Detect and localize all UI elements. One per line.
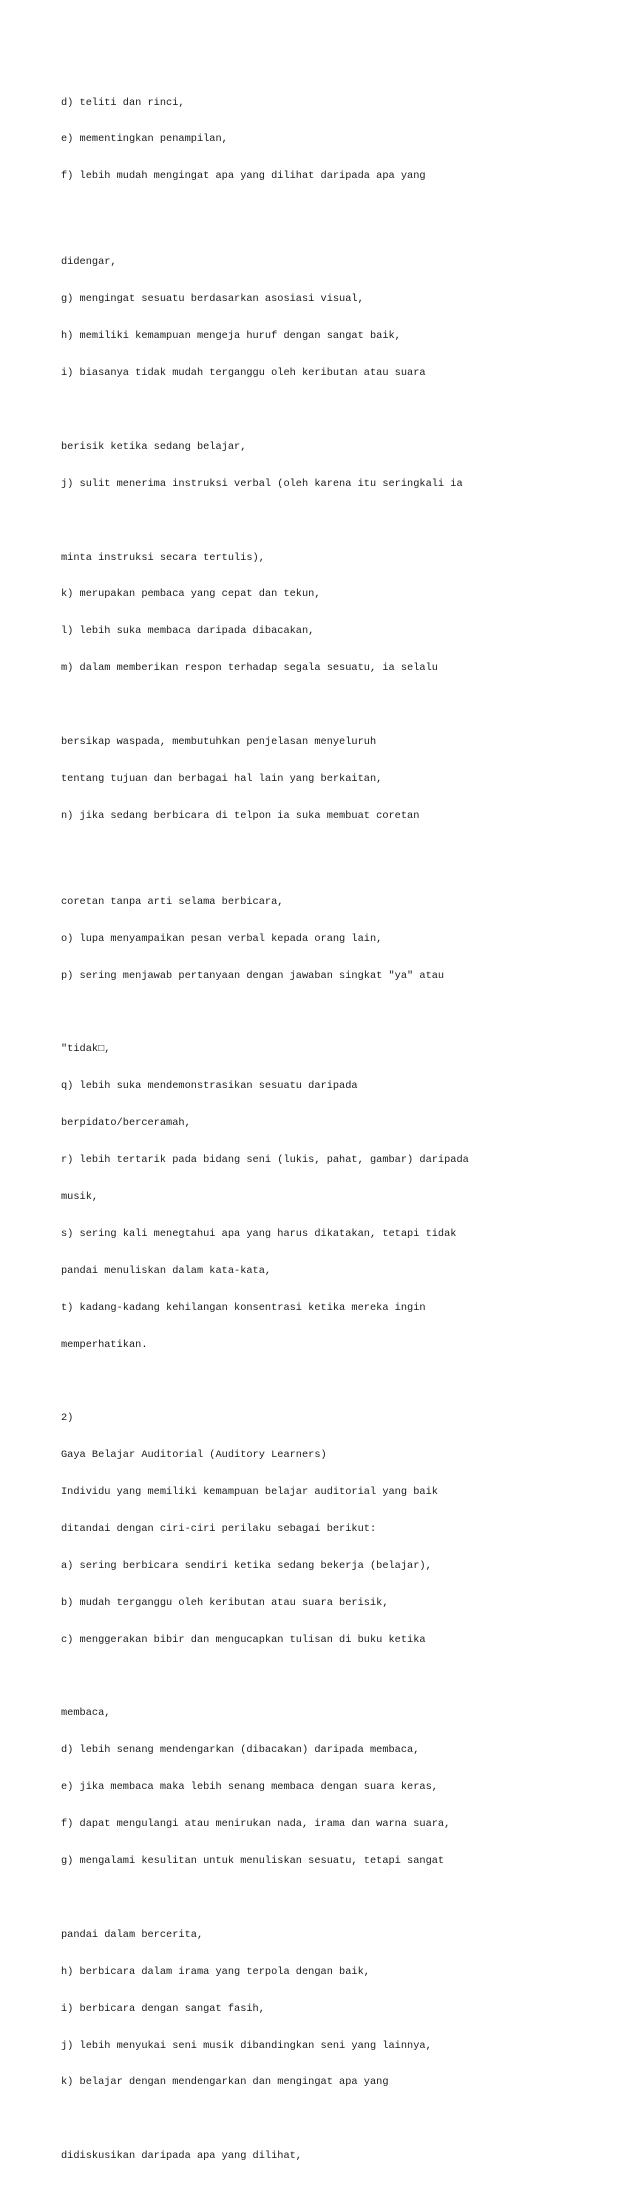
text-line: t) kadang-kadang kehilangan konsentrasi ketika mereka ingin — [61, 1301, 426, 1314]
text-line: k) merupakan pembaca yang cepat dan tekun, — [61, 588, 321, 601]
text-line: e) jika membaca maka lebih senang membaca dengan suara keras, — [61, 1781, 438, 1794]
text-line: d) teliti dan rinci, — [61, 96, 185, 109]
text-line: "tidak□, — [61, 1043, 111, 1056]
text-line: 2) — [61, 1412, 74, 1425]
text-line: f) lebih mudah mengingat apa yang dilihat daripada apa yang — [61, 170, 426, 183]
text-line: c) menggerakan bibir dan mengucapkan tulisan di buku ketika — [61, 1633, 426, 1646]
text-line: musik, — [61, 1191, 99, 1204]
spacer — [61, 1671, 621, 1683]
text-line: d) lebih senang mendengarkan (dibacakan) daripada membaca, — [61, 1744, 420, 1757]
spacer — [61, 2113, 621, 2125]
text-line: membaca, — [61, 1707, 111, 1720]
text-line: q) lebih suka mendemonstrasikan sesuatu daripada — [61, 1080, 358, 1093]
spacer — [61, 207, 621, 232]
text-line: l) lebih suka membaca daripada dibacakan, — [61, 625, 315, 638]
text-line: i) berbicara dengan sangat fasih, — [61, 2002, 265, 2015]
text-line: pandai dalam bercerita, — [61, 1928, 204, 1941]
text-line: didiskusikan daripada apa yang dilihat, — [61, 2150, 302, 2163]
text-line: a) sering berbicara sendiri ketika sedang bekerja (belajar), — [61, 1559, 432, 1572]
text-line: o) lupa menyampaikan pesan verbal kepada orang lain, — [61, 932, 383, 945]
text-line: minta instruksi secara tertulis), — [61, 551, 265, 564]
text-line: k) belajar dengan mendengarkan dan mengingat apa yang — [61, 2076, 389, 2089]
document-body — [61, 72, 621, 2187]
text-line: s) sering kali menegtahui apa yang harus dikatakan, tetapi tidak — [61, 1227, 457, 1240]
text-line: bersikap waspada, membutuhkan penjelasan menyeluruh — [61, 736, 377, 749]
text-line: pandai menuliskan dalam kata-kata, — [61, 1264, 272, 1277]
text-line: h) berbicara dalam irama yang terpola dengan baik, — [61, 1965, 370, 1978]
text-line: ditandai dengan ciri-ciri perilaku sebagai berikut: — [61, 1523, 377, 1536]
text-line: f) dapat mengulangi atau menirukan nada, irama dan warna suara, — [61, 1818, 451, 1831]
text-line: coretan tanpa arti selama berbicara, — [61, 895, 284, 908]
text-line: didengar, — [61, 256, 117, 269]
spacer — [61, 1892, 621, 1904]
text-line: memperhatikan. — [61, 1338, 148, 1351]
spacer — [61, 404, 621, 416]
text-line: h) memiliki kemampuan mengeja huruf dengan sangat baik, — [61, 330, 401, 343]
text-line: g) mengalami kesulitan untuk menuliskan sesuatu, tetapi sangat — [61, 1855, 445, 1868]
text-line: m) dalam memberikan respon terhadap segala sesuatu, ia selalu — [61, 662, 438, 675]
text-line: berpidato/berceramah, — [61, 1117, 191, 1130]
spacer — [61, 515, 621, 527]
text-line: tentang tujuan dan berbagai hal lain yang berkaitan, — [61, 772, 383, 785]
text-line: i) biasanya tidak mudah terganggu oleh keributan atau suara — [61, 367, 426, 380]
text-line: j) lebih menyukai seni musik dibandingkan seni yang lainnya, — [61, 2039, 432, 2052]
text-line: berisik ketika sedang belajar, — [61, 440, 247, 453]
text-line: b) mudah terganggu oleh keributan atau suara berisik, — [61, 1596, 389, 1609]
text-line: p) sering menjawab pertanyaan dengan jawaban singkat "ya" atau — [61, 969, 445, 982]
text-line: g) mengingat sesuatu berdasarkan asosiasi visual, — [61, 293, 364, 306]
spacer — [61, 847, 621, 872]
spacer — [61, 1007, 621, 1019]
spacer — [61, 1375, 621, 1387]
text-line: j) sulit menerima instruksi verbal (oleh karena itu seringkali ia — [61, 477, 463, 490]
text-line: Individu yang memiliki kemampuan belajar auditorial yang baik — [61, 1486, 438, 1499]
text-line: e) mementingkan penampilan, — [61, 133, 228, 146]
section-heading: Gaya Belajar Auditorial (Auditory Learners) — [61, 1449, 327, 1462]
text-line: r) lebih tertarik pada bidang seni (lukis, pahat, gambar) daripada — [61, 1154, 469, 1167]
text-line: n) jika sedang berbicara di telpon ia suka membuat coretan — [61, 809, 420, 822]
spacer — [61, 699, 621, 711]
